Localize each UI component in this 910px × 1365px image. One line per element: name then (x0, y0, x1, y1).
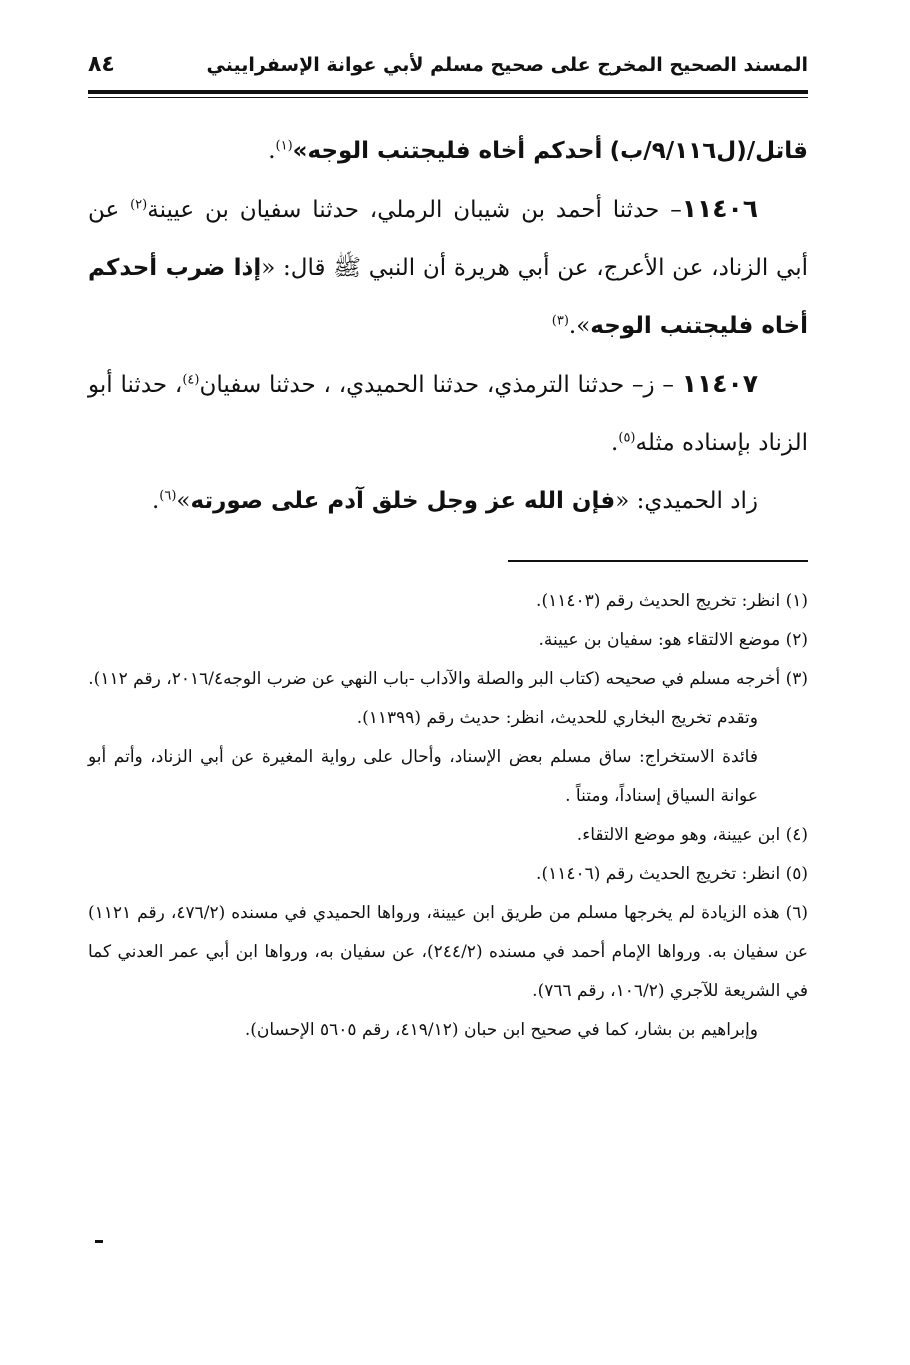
page-number: ٨٤ (88, 52, 115, 77)
hadith-text-bold: فإن الله عز وجل خلق آدم على صورته (190, 488, 616, 514)
hadith-text-bold: إذا ضرب أحدكم أخاه فليجتنب الوجه (88, 255, 808, 339)
isnad-text: ، حدثنا أبو الزناد بإسناده مثله (88, 372, 808, 456)
isnad-text: – حدثنا أحمد بن شيبان الرملي، حدثنا سفيان بن عيينة (147, 197, 682, 223)
zad-al-humaydi (88, 472, 808, 530)
footnote-3: (٣) أخرجه مسلم في صحيحه (كتاب البر والصلة والآداب -باب النهي عن ضرب الوجه٢٠١٦/٤، رقم ١١٢). (88, 669, 808, 689)
footnote-5: (٥) انظر: تخريج الحديث رقم (١١٤٠٦). (536, 864, 808, 884)
isnad-text: عن أبي الزناد، عن الأعرج، عن أبي هريرة أن النبي ﷺ قال: « (88, 197, 808, 281)
footnote-2: (٢) موضع الالتقاء هو: سفيان بن عيينة. (538, 630, 808, 650)
continuation-mark (95, 1240, 103, 1243)
header-rule-thick (88, 90, 808, 94)
running-title: المسند الصحيح المخرج على صحيح مسلم لأبي عوانة الإسفراييني (206, 54, 808, 76)
footnote-6: (٦) هذه الزيادة لم يخرجها مسلم من طريق ابن عيينة، ورواها الحميدي في مسنده (٤٧٦/٢، رقم ١١٢١) عن سفيان به. ورواها الإمام أحمد في مسنده (٢٤٤/٢)، عن سفيان به، ورواها ابن أبي عمر العدني كما في الشريعة للآجري (١٠٦/٢، رقم ٧٦٦). (88, 903, 808, 1001)
isnad-text: – ز– حدثنا الترمذي، حدثنا الحميدي، ، حدثنا سفيان (199, 372, 674, 398)
footnote-ref: (٥) (618, 430, 636, 446)
period: . (151, 488, 160, 514)
continuation-line: قاتل/(ل٩/١١٦/ب) أحدكم أخاه فليجتنب الوجه»$^{(١)}$. (268, 138, 808, 164)
narration-intro: زاد الحميدي: « (615, 488, 758, 514)
closing-quote: » (176, 488, 191, 514)
book-page (88, 52, 808, 1050)
hadith-11406 (88, 180, 808, 355)
footnote-3-benefit: فائدة الاستخراج: ساق مسلم بعض الإسناد، وأحال على رواية المغيرة عن أبي الزناد، وأتم أبو عوانة السياق إسناداً، ومتناً . (88, 747, 758, 806)
footnote-3-continued: وتقدم تخريج البخاري للحديث، انظر: حديث رقم (١١٣٩٩). (356, 708, 758, 728)
hadith-11407 (88, 355, 808, 472)
footnote-1: (١) انظر: تخريج الحديث رقم (١١٤٠٣). (536, 591, 808, 611)
closing-quote: ». (568, 313, 591, 339)
folio-ref: قاتل/(ل٩/١١٦/ب) (609, 138, 808, 164)
main-text (88, 122, 808, 530)
footnote-4: (٤) ابن عيينة، وهو موضع الالتقاء. (576, 825, 808, 845)
footnote-ref: (٤) (182, 372, 200, 388)
hadith-number: ١١٤٠٧ (681, 369, 759, 398)
footnotes (88, 582, 808, 1050)
period: . (611, 430, 619, 456)
hadith-number: ١١٤٠٦ (681, 194, 759, 223)
footnote-6-continued: وإبراهيم بن بشار، كما في صحيح ابن حبان (٤١٩/١٢، رقم ٥٦٠٥ الإحسان). (244, 1020, 758, 1040)
footnote-ref: (٦) (159, 488, 177, 504)
footnote-separator (508, 560, 808, 562)
footnote-ref: (٢) (130, 197, 148, 213)
header-rule-thin (88, 97, 808, 98)
hadith-text-bold: أحدكم أخاه فليجتنب الوجه» (292, 138, 603, 164)
footnote-ref: (١) (275, 138, 293, 154)
footnote-ref: (٣) (551, 313, 569, 329)
running-header (88, 52, 808, 88)
